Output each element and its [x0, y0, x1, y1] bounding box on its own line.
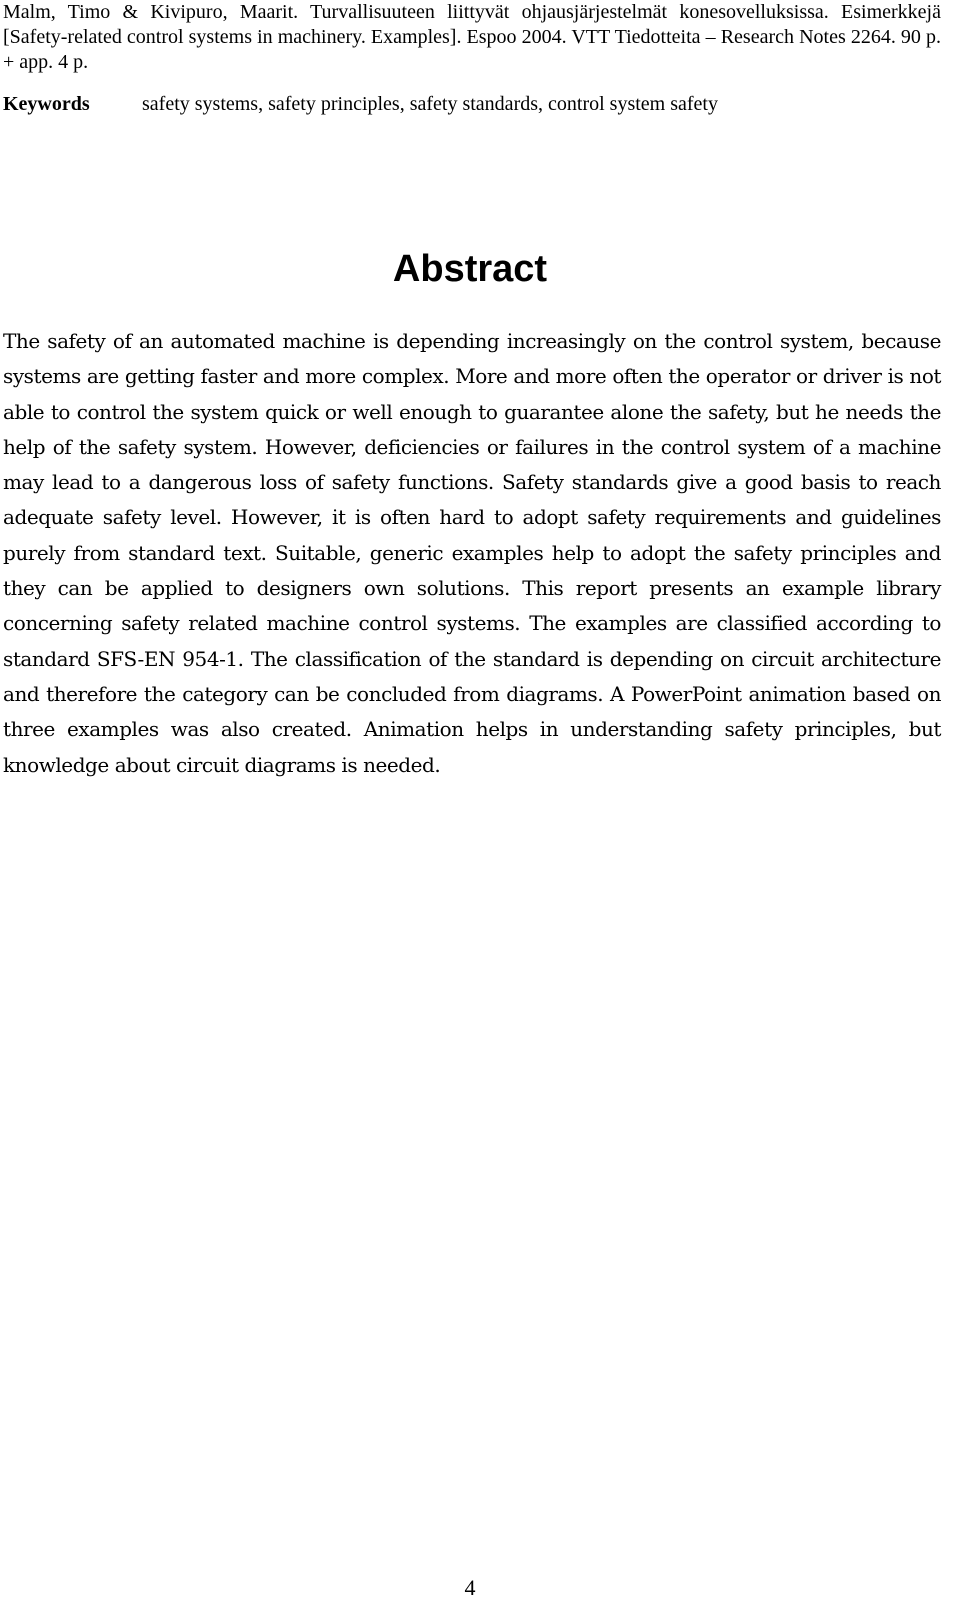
abstract-body: The safety of an automated machine is depending increasingly on the control system, because systems are getting faster and more complex. More and more often the operator or driver is not able to control the system quick or well enough to guarantee alone the safety, but he needs the help of the safety system. However, deficiencies or failures in the control system of a machine may lead to a dangerous loss of safety functions. Safety standards give a good basis to reach adequate safety level. However, it is often hard to adopt safety requirements and guidelines purely from standard text. Suitable, generic examples help to adopt the safety principles and they can be applied to designers own solutions. This report presents an example library concerning safety related machine control systems. The examples are classified according to standard SFS-EN 954-1. The classification of the standard is depending on circuit architecture and therefore the category can be concluded from diagrams. A PowerPoint animation based on three examples was also created. Animation helps in understanding safety principles, but knowledge about circuit diagrams is needed.: [3, 329, 941, 777]
keywords-row: [3, 91, 941, 117]
page-number: 4: [464, 1575, 476, 1600]
keywords-label: Keywords: [3, 93, 90, 115]
abstract-heading: Abstract: [392, 248, 548, 290]
bibliographic-citation: Malm, Timo & Kivipuro, Maarit. Turvallisuuteen liittyvät ohjausjärjestelmät konesovelluksissa. Esimerkkejä [Safety-related control systems in machinery. Examples]. Espoo 2004. VTT Tiedotteita – Research Notes 2264. 90 p. + app. 4 p.: [3, 1, 941, 73]
keywords-value: safety systems, safety principles, safety standards, control system safety: [142, 93, 718, 115]
